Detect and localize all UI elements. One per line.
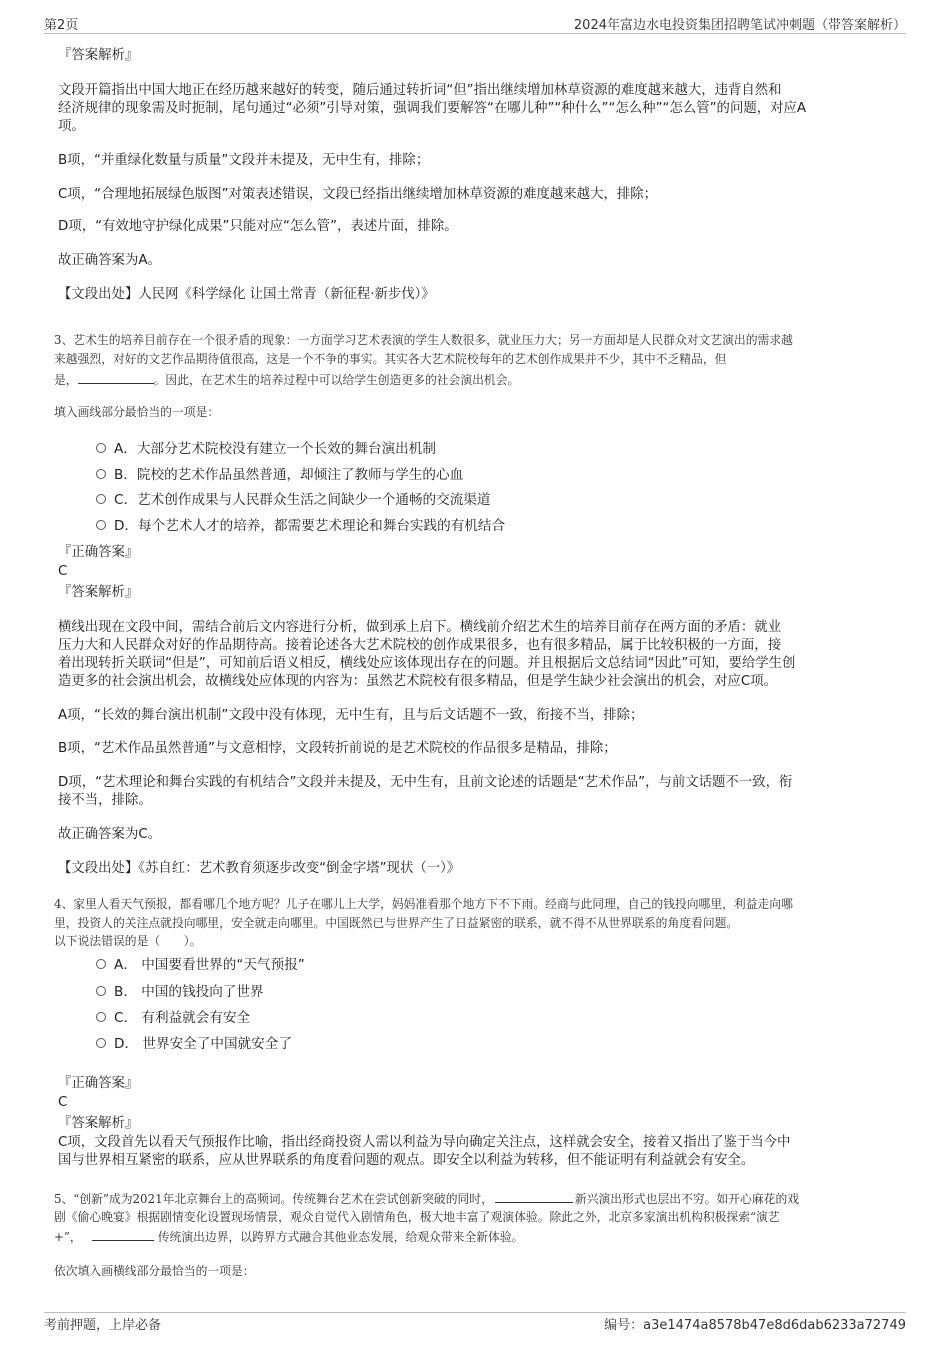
question-prompt: 依次填入画横线部分最恰当的一项是： xyxy=(54,1264,255,1278)
correct-answer: C xyxy=(58,564,68,579)
document-id: 编号：a3e1474a8578b47e8d6dab6233a72749 xyxy=(604,1318,906,1333)
question-stem: 4、家里人看天气预报，都看哪几个地方呢？儿子在哪儿上大学，妈妈准看那个地方下不下雨。经商与此同理，自己的钱投向哪里，利益走向哪 xyxy=(54,897,793,911)
question-prompt: 填入画线部分最恰当的一项是： xyxy=(54,405,220,419)
fill-blank xyxy=(78,371,154,384)
correct-answer: C xyxy=(58,1095,68,1110)
option-b-analysis: B项，“并重绿化数量与质量”文段并未提及，无中生有，排除； xyxy=(58,153,430,168)
question-stem: 以下说法错误的是（ ）。 xyxy=(54,934,202,948)
source: 【文段出处】人民网《科学绿化 让国土常青（新征程·新步伐）》 xyxy=(58,287,435,302)
option-d[interactable]: D．每个艺术人才的培养，都需要艺术理论和舞台实践的有机结合 xyxy=(96,517,505,535)
radio-icon[interactable] xyxy=(96,443,106,453)
analysis-text: 国与世界相互紧密的联系，应从世界联系的角度看问题的观点。即安全以利益为转移，但不能证明有利益就会有安全。 xyxy=(58,1153,755,1168)
analysis-text: 造更多的社会演出机会，故横线处应体现的内容为：虽然艺术院校有很多精品，但是学生缺少社会演出的机会，对应C项。 xyxy=(58,674,778,689)
header-divider xyxy=(44,33,906,34)
option-d-analysis: D项，“艺术理论和舞台实践的有机结合”文段并未提及，无中生有，且前文论述的话题是“艺术作品”，与前文话题不一致，衔 xyxy=(58,775,793,790)
option-b[interactable]: B． 中国的钱投向了世界 xyxy=(96,983,264,1001)
page-number: 第2页 xyxy=(44,18,79,33)
analysis-title: 『答案解析』 xyxy=(58,1116,139,1131)
radio-icon[interactable] xyxy=(96,494,106,504)
conclusion: 故正确答案为C。 xyxy=(58,827,162,842)
analysis-text: 压力大和人民群众对好的作品期待高。接着论述各大艺术院校的创作成果很多，也有很多精品，属于比较积极的一方面，接 xyxy=(58,638,782,653)
option-d-analysis: D项，“有效地守护绿化成果”只能对应“怎么管”，表述片面，排除。 xyxy=(58,219,458,234)
radio-icon[interactable] xyxy=(96,986,106,996)
fill-blank xyxy=(495,1190,573,1203)
radio-icon[interactable] xyxy=(96,1038,106,1048)
option-d-analysis: 接不当，排除。 xyxy=(58,793,152,808)
option-c[interactable]: C． 有利益就会有安全 xyxy=(96,1009,250,1027)
option-b[interactable]: B．院校的艺术作品虽然普通，却倾注了教师与学生的心血 xyxy=(96,466,463,484)
question-stem: 来越强烈，对好的文艺作品期待值很高，这是一个不争的事实。其实各大艺术院校每年的艺术创作成果并不少，其中不乏精品，但 xyxy=(54,352,727,366)
analysis-text: 项。 xyxy=(58,119,85,134)
question-stem: 是， 。因此，在艺术生的培养过程中可以给学生创造更多的社会演出机会。 xyxy=(54,373,520,387)
fill-blank xyxy=(92,1228,154,1241)
option-c[interactable]: C．艺术创作成果与人民群众生活之间缺少一个通畅的交流渠道 xyxy=(96,491,491,509)
analysis-text: 横线出现在文段中间，需结合前后文内容进行分析，做到承上启下。横线前介绍艺术生的培养目前存在两方面的矛盾：就业 xyxy=(58,620,782,635)
analysis-text: 着出现转折关联词“但是”，可知前后语义相反，横线处应该体现出存在的问题。并且根据后文总结词“因此”可知，要给学生创 xyxy=(58,656,796,671)
source: 【文段出处】《苏自红：艺术教育须逐步改变“倒金字塔”现状（一）》 xyxy=(58,861,461,876)
option-a[interactable]: A． 中国要看世界的“天气预报” xyxy=(96,956,305,974)
question-stem: 5、“创新”成为2021年北京舞台上的高频词。传统舞台艺术在尝试创新突破的同时， 新兴演出形式也层出不穷。如开心麻花的戏 xyxy=(54,1192,800,1206)
option-c-analysis: C项，“合理地拓展绿色版图”对策表述错误，文段已经指出继续增加林草资源的难度越来越大，排除； xyxy=(58,187,658,202)
radio-icon[interactable] xyxy=(96,469,106,479)
answer-title: 『正确答案』 xyxy=(58,1076,139,1091)
footer-slogan: 考前押题，上岸必备 xyxy=(44,1318,162,1333)
footer-divider xyxy=(44,1312,906,1313)
option-b-analysis: B项，“艺术作品虽然普通”与文意相悖，文段转折前说的是艺术院校的作品很多是精品，排除； xyxy=(58,741,617,756)
question-stem: 3、艺术生的培养目前存在一个很矛盾的现象：一方面学习艺术表演的学生人数很多，就业压力大；另一方面却是人民群众对文艺演出的需求越 xyxy=(54,333,793,347)
analysis-title: 『答案解析』 xyxy=(58,48,139,63)
conclusion: 故正确答案为A。 xyxy=(58,253,161,268)
answer-title: 『正确答案』 xyxy=(58,545,139,560)
option-d[interactable]: D． 世界安全了中国就安全了 xyxy=(96,1035,292,1053)
radio-icon[interactable] xyxy=(96,1012,106,1022)
analysis-title: 『答案解析』 xyxy=(58,585,139,600)
analysis-text: 文段开篇指出中国大地正在经历越来越好的转变，随后通过转折词“但”指出继续增加林草资源的难度越来越大，违背自然和 xyxy=(58,83,782,98)
question-stem: +”， 传统演出边界，以跨界方式融合其他业态发展，给观众带来全新体验。 xyxy=(54,1230,524,1244)
radio-icon[interactable] xyxy=(96,520,106,530)
analysis-text: 经济规律的现象需及时扼制，尾句通过“必须”引导对策，强调我们要解答“在哪儿种”“种什么”“怎么种”“怎么管”的问题，对应A xyxy=(58,101,807,116)
radio-icon[interactable] xyxy=(96,959,106,969)
option-a[interactable]: A．大部分艺术院校没有建立一个长效的舞台演出机制 xyxy=(96,440,436,458)
option-a-analysis: A项，“长效的舞台演出机制”文段中没有体现，无中生有，且与后文话题不一致，衔接不当，排除； xyxy=(58,708,644,723)
document-title: 2024年富边水电投资集团招聘笔试冲刺题（带答案解析） xyxy=(573,18,906,33)
question-stem: 里，投资人的关注点就投向哪里，安全就走向哪里。中国既然已与世界产生了日益紧密的联系，就不得不从世界联系的角度看问题。 xyxy=(54,916,739,930)
question-stem: 剧《偷心晚宴》根据剧情变化设置现场情景，观众自觉代入剧情角色，极大地丰富了观演体验。除此之外，北京多家演出机构积极探索“演艺 xyxy=(54,1210,780,1224)
analysis-text: C项，文段首先以看天气预报作比喻，指出经商投资人需以利益为导向确定关注点，这样就会安全，接着又指出了鉴于当今中 xyxy=(58,1135,791,1150)
